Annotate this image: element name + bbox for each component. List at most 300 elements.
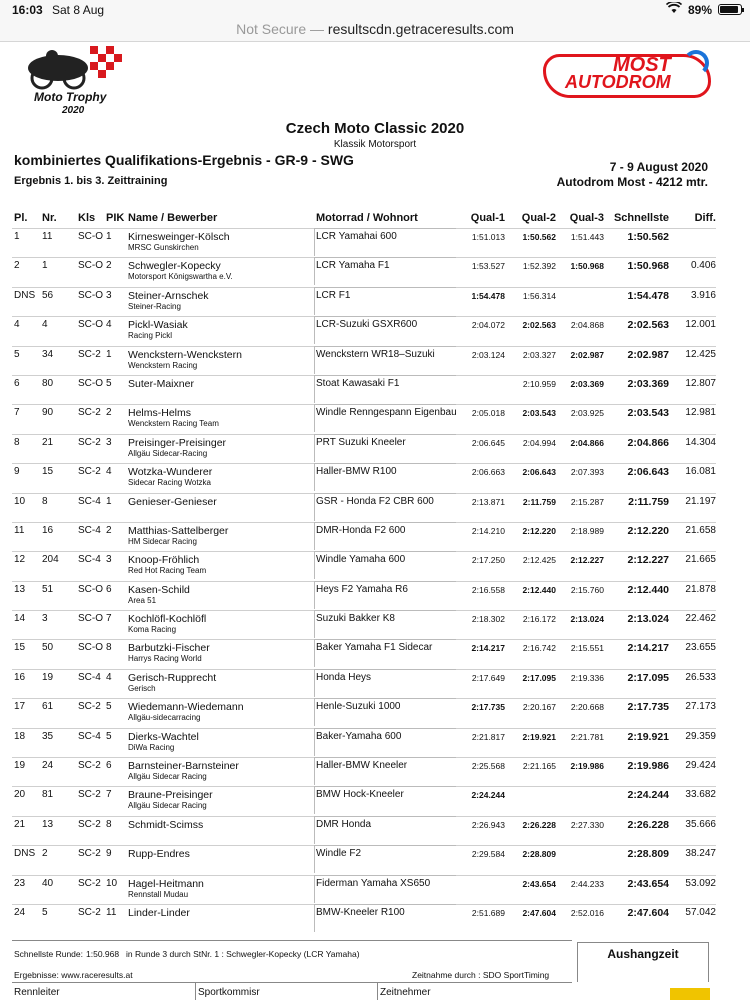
row-best: 2:19.921 (627, 730, 669, 743)
row-best: 2:43.654 (627, 877, 669, 890)
row-q2: 2:19.921 (522, 731, 556, 742)
row-pl: 2 (14, 260, 20, 272)
row-bike: Baker Yamaha F1 Sidecar (316, 642, 433, 654)
row-q2: 2:12.425 (522, 555, 556, 566)
row-pik: 1 (106, 348, 112, 360)
row-q3: 2:20.668 (570, 702, 604, 713)
row-name: Suter-Maixner (128, 377, 194, 390)
col-pl: Pl. (14, 212, 28, 224)
col-diff: Diff. (694, 212, 716, 224)
row-pl: 12 (14, 554, 26, 566)
row-q2: 2:26.228 (522, 819, 556, 830)
row-q3: 2:52.016 (570, 907, 604, 918)
row-nr: 90 (42, 407, 54, 419)
row-best: 1:50.562 (627, 231, 669, 243)
timing-provider: Zeitnahme durch : SDO SportTiming (412, 970, 550, 980)
table-row (0, 669, 750, 698)
col-q2: Qual-2 (521, 212, 556, 224)
row-diff: 21.878 (685, 583, 716, 595)
row-best: 2:02.987 (627, 348, 669, 361)
row-q3: 2:15.287 (570, 496, 604, 507)
row-nr: 61 (42, 701, 54, 713)
row-pik: 5 (106, 701, 112, 713)
row-best: 2:04.866 (627, 436, 669, 449)
table-row (0, 698, 750, 727)
row-pik: 2 (106, 260, 112, 272)
row-nr: 204 (42, 554, 59, 566)
row-name: Helms-Helms (128, 407, 191, 420)
row-pl: 10 (14, 495, 26, 507)
row-team: Koma Racing (128, 625, 177, 635)
row-pik: 6 (106, 583, 112, 595)
row-pl: 9 (14, 466, 20, 478)
row-q3: 2:04.866 (570, 437, 604, 448)
aushangzeit-box: Aushangzeit (577, 942, 709, 982)
row-pik: 4 (106, 319, 112, 331)
row-q3: 2:15.760 (570, 584, 604, 595)
row-q1: 2:17.735 (471, 702, 505, 713)
row-pik: 4 (106, 671, 112, 683)
row-team: Gerisch (128, 683, 156, 693)
table-row (0, 434, 750, 463)
row-pl: 7 (14, 407, 20, 419)
row-team: Motorsport Königswartha e.V. (128, 272, 233, 282)
row-q3: 2:19.986 (570, 761, 604, 772)
results-url: Ergebnisse: www.raceresults.at (14, 970, 133, 980)
row-pl: 20 (14, 789, 26, 801)
row-q2: 2:12.440 (522, 584, 556, 595)
row-best: 2:03.369 (627, 377, 669, 390)
fastest-lap-detail: in Runde 3 durch StNr. 1 : Schwegler-Kopecky (LCR Yamaha) (126, 949, 360, 959)
battery-icon (718, 4, 742, 15)
row-kls: SC-4 (78, 524, 101, 536)
row-kls: SC-2 (78, 760, 101, 772)
row-team: Area 51 (128, 595, 157, 605)
row-nr: 15 (42, 466, 54, 478)
row-pl: 19 (14, 760, 26, 772)
row-team: Racing Pickl (128, 331, 173, 341)
row-q3: 2:12.227 (570, 555, 604, 566)
row-bike: Haller-BMW Kneeler (316, 760, 408, 772)
fastest-lap-time: 1:50.968 (86, 949, 120, 959)
row-name: Hagel-Heitmann (128, 877, 204, 890)
row-diff: 23.655 (685, 642, 716, 654)
address-bar[interactable] (0, 20, 750, 42)
row-q1: 2:26.943 (471, 819, 505, 830)
row-pik: 5 (106, 730, 112, 742)
row-kls: SC-4 (78, 495, 101, 507)
row-pl: 18 (14, 730, 26, 742)
row-q1: 2:24.244 (471, 790, 505, 801)
row-q3: 2:02.987 (570, 349, 604, 360)
row-nr: 35 (42, 730, 54, 742)
row-bike: Wenckstern WR18–Suzuki (316, 348, 435, 360)
session-subtitle: Ergebnis 1. bis 3. Zeittraining (14, 175, 168, 187)
row-q2: 2:16.742 (522, 643, 556, 654)
row-pik: 4 (106, 466, 112, 478)
table-row (0, 346, 750, 375)
row-q2: 2:28.809 (522, 849, 556, 860)
row-pl: 11 (14, 524, 25, 536)
row-kls: SC-O (78, 289, 103, 301)
row-best: 2:06.643 (627, 466, 669, 479)
logo-left-text2: 2020 (62, 105, 85, 116)
row-pik: 8 (106, 818, 112, 830)
row-q3: 2:19.336 (570, 672, 604, 683)
row-bike: LCR Yamahai 600 (316, 231, 397, 242)
row-diff: 35.666 (685, 818, 716, 830)
row-best: 1:50.968 (627, 260, 669, 273)
row-q2: 2:06.643 (522, 467, 556, 478)
table-row (0, 786, 750, 815)
row-kls: SC-2 (78, 789, 101, 801)
row-pik: 5 (106, 377, 112, 389)
row-team: Rennstall Mudau (128, 889, 189, 899)
row-name: Steiner-Arnschek (128, 289, 209, 302)
signature-divider (195, 983, 196, 1000)
row-pl: DNS (14, 289, 36, 301)
row-q1: 2:03.124 (471, 349, 505, 360)
row-best: 2:17.095 (627, 671, 669, 684)
row-best: 2:47.604 (627, 906, 669, 919)
row-q3: 2:07.393 (570, 467, 604, 478)
table-row (0, 875, 750, 904)
table-row (0, 375, 750, 404)
row-nr: 56 (42, 289, 54, 301)
row-q3: 2:21.781 (570, 731, 604, 742)
table-row (0, 287, 750, 316)
row-name: Genieser-Genieser (128, 495, 217, 508)
row-name: Braune-Preisinger (128, 789, 213, 802)
row-diff: 27.173 (685, 701, 716, 713)
fastest-lap-label: Schnellste Runde: (14, 949, 83, 959)
row-q2: 2:02.563 (522, 320, 556, 331)
row-q3: 1:51.443 (570, 232, 604, 242)
row-kls: SC-O (78, 377, 103, 389)
row-q1: 2:51.689 (471, 907, 505, 918)
row-kls: SC-2 (78, 701, 101, 713)
row-name: Gerisch-Rupprecht (128, 671, 217, 684)
row-q1: 2:14.210 (471, 525, 505, 536)
col-best: Schnellste (613, 212, 669, 224)
row-best: 2:02.563 (627, 319, 669, 332)
row-best: 2:14.217 (627, 642, 669, 655)
row-pik: 9 (106, 848, 112, 860)
sign-race-director: Rennleiter (14, 987, 60, 998)
row-best: 2:24.244 (627, 789, 669, 802)
row-q1: 2:25.568 (471, 761, 505, 772)
table-row (0, 404, 750, 433)
row-name: Dierks-Wachtel (128, 730, 199, 743)
row-name: Schmidt-Scimss (128, 818, 204, 831)
row-team: MRSC Gunskirchen (128, 243, 199, 252)
row-diff: 0.406 (690, 260, 716, 272)
logo-right-text2: AUTODROM (565, 72, 671, 92)
row-pl: 4 (14, 319, 20, 331)
row-q1: 2:17.649 (471, 672, 505, 683)
row-pl: DNS (14, 848, 36, 860)
row-diff: 21.658 (685, 524, 716, 536)
row-pik: 2 (106, 407, 112, 419)
row-nr: 24 (42, 760, 54, 772)
row-diff: 21.665 (685, 554, 716, 566)
logo-left-text1: Moto Trophy (34, 90, 107, 104)
row-kls: SC-O (78, 231, 103, 242)
row-name: Barnsteiner-Barnsteiner (128, 760, 239, 773)
row-pik: 11 (106, 906, 117, 918)
row-pik: 7 (106, 789, 112, 801)
row-bike: BMW-Kneeler R100 (316, 906, 405, 918)
row-team: Allgäu Sidecar Racing (128, 772, 207, 782)
row-q1: 1:54.478 (471, 290, 505, 301)
row-q1: 2:06.663 (471, 467, 505, 478)
row-bike: Windle F2 (316, 848, 362, 860)
status-right (666, 2, 742, 17)
table-row (0, 757, 750, 786)
row-pl: 23 (14, 877, 26, 889)
col-q1: Qual-1 (470, 212, 505, 224)
row-q2: 2:03.543 (522, 408, 556, 419)
row-bike: Haller-BMW R100 (316, 466, 397, 478)
row-pl: 15 (14, 642, 26, 654)
row-pik: 7 (106, 613, 112, 625)
table-row (0, 257, 750, 286)
row-q1: 2:06.645 (471, 437, 505, 448)
row-kls: SC-O (78, 583, 103, 595)
row-team: HM Sidecar Racing (128, 536, 197, 546)
row-bike: PRT Suzuki Kneeler (316, 436, 406, 448)
row-bike: LCR F1 (316, 289, 351, 301)
event-subtitle: Klassik Motorsport (333, 139, 417, 150)
row-best: 2:28.809 (627, 848, 669, 861)
most-autodrom-logo (543, 52, 711, 100)
row-pl: 1 (14, 231, 20, 242)
row-nr: 13 (42, 818, 54, 830)
row-name: Schwegler-Kopecky (128, 260, 221, 273)
row-diff: 38.247 (685, 848, 716, 860)
row-q2: 1:52.392 (522, 261, 556, 272)
row-team: Steiner-Racing (128, 301, 181, 311)
row-best: 1:54.478 (627, 289, 669, 302)
row-kls: SC-2 (78, 466, 101, 478)
row-bike: Henle-Suzuki 1000 (316, 701, 401, 713)
row-bike: Suzuki Bakker K8 (316, 613, 395, 625)
wifi-icon (666, 2, 682, 17)
row-q3: 2:44.233 (570, 878, 604, 889)
row-pik: 3 (106, 289, 112, 301)
row-kls: SC-O (78, 642, 103, 654)
row-q1: 2:21.817 (471, 731, 505, 742)
results-table-body (0, 228, 750, 933)
col-kls: Kls (78, 212, 96, 224)
row-pik: 1 (106, 231, 112, 242)
row-kls: SC-2 (78, 436, 101, 448)
row-best: 2:17.735 (627, 701, 669, 714)
row-diff: 33.682 (685, 789, 716, 801)
row-diff: 29.424 (685, 760, 716, 772)
row-q1: 2:29.584 (471, 849, 505, 860)
row-bike: Honda Heys (316, 671, 372, 683)
row-q2: 2:12.220 (522, 525, 556, 536)
row-q1: 2:14.217 (471, 643, 505, 654)
row-name: Wotzka-Wunderer (128, 466, 213, 479)
row-pik: 8 (106, 642, 112, 654)
row-pl: 6 (14, 377, 20, 389)
row-kls: SC-O (78, 613, 103, 625)
col-nr: Nr. (42, 212, 57, 224)
row-q2: 2:04.994 (522, 437, 556, 448)
col-q3: Qual-3 (569, 212, 604, 224)
row-pik: 2 (106, 524, 112, 536)
row-bike: DMR-Honda F2 600 (316, 524, 406, 536)
row-q2: 2:21.165 (522, 761, 556, 772)
row-pl: 24 (14, 906, 26, 918)
results-footer (12, 940, 716, 1000)
logo-right-text1: MOST (613, 54, 671, 76)
row-nr: 1 (42, 260, 48, 272)
row-nr: 3 (42, 613, 48, 625)
table-row (0, 581, 750, 610)
table-row (0, 845, 750, 874)
row-name: Barbutzki-Fischer (128, 642, 210, 655)
row-q2: 2:16.172 (522, 614, 556, 625)
row-nr: 19 (42, 671, 54, 683)
row-diff: 53.092 (685, 877, 716, 889)
row-q3: 2:03.925 (570, 408, 604, 419)
row-bike: Baker-Yamaha 600 (316, 730, 402, 742)
row-pl: 21 (14, 818, 26, 830)
row-pik: 10 (106, 877, 118, 889)
row-team: Wenckstern Racing Team (128, 419, 219, 429)
row-q3: 2:04.868 (570, 320, 604, 331)
row-diff: 57.042 (685, 906, 716, 918)
sign-timekeeper: Zeitnehmer (380, 987, 431, 998)
row-nr: 34 (42, 348, 54, 360)
row-q3: 2:27.330 (570, 819, 604, 830)
row-bike: Fiderman Yamaha XS650 (316, 877, 431, 889)
table-row (0, 610, 750, 639)
row-pik: 3 (106, 554, 112, 566)
row-diff: 12.001 (685, 319, 716, 331)
row-team: Red Hot Racing Team (128, 566, 207, 576)
row-nr: 16 (42, 524, 54, 536)
row-kls: SC-2 (78, 877, 101, 889)
fastest-lap-line (12, 940, 572, 966)
row-q2: 2:17.095 (522, 672, 556, 683)
col-name: Name / Bewerber (128, 212, 218, 224)
row-nr: 50 (42, 642, 54, 654)
row-q3: 2:13.024 (570, 614, 604, 625)
row-kls: SC-2 (78, 348, 101, 360)
status-bar (0, 0, 750, 20)
table-row (0, 463, 750, 492)
row-name: Wiedemann-Wiedemann (128, 701, 244, 714)
row-bike: Windle Yamaha 600 (316, 554, 406, 566)
row-q2: 2:47.604 (522, 907, 556, 918)
row-best: 2:19.986 (627, 760, 669, 773)
table-row (0, 551, 750, 580)
row-q1: 2:18.302 (471, 614, 505, 625)
row-team: DiWa Racing (128, 742, 175, 752)
results-table-header (0, 212, 750, 226)
row-q3: 2:18.989 (570, 525, 604, 536)
row-best: 2:13.024 (627, 613, 669, 626)
row-nr: 80 (42, 377, 54, 389)
row-q3: 1:50.968 (570, 261, 604, 272)
row-pl: 5 (14, 348, 20, 360)
row-q1: 2:13.871 (471, 496, 505, 507)
row-diff: 14.304 (685, 436, 716, 448)
row-team: Allgäu-sidecarracing (128, 713, 201, 723)
status-time: 16:03 (12, 3, 43, 17)
table-row (0, 316, 750, 345)
session-title: kombiniertes Qualifikations-Ergebnis - GR-9 - SWG (14, 152, 354, 168)
row-team: Allgäu Sidecar-Racing (128, 448, 208, 458)
row-nr: 21 (42, 436, 54, 448)
row-pl: 17 (14, 701, 26, 713)
row-nr: 40 (42, 877, 54, 889)
status-date: Sat 8 Aug (52, 3, 105, 17)
row-best: 2:03.543 (627, 407, 669, 420)
logo-swoosh-icon (683, 50, 709, 76)
row-diff: 21.197 (685, 495, 716, 507)
row-q1: 2:16.558 (471, 584, 505, 595)
row-q3: 2:15.551 (570, 643, 604, 654)
row-bike: Stoat Kawasaki F1 (316, 377, 400, 389)
url-host: resultscdn.getraceresults.com (327, 21, 514, 37)
row-pik: 1 (106, 495, 112, 507)
event-dates: 7 - 9 August 2020 (609, 160, 708, 174)
row-nr: 4 (42, 319, 48, 331)
row-kls: SC-2 (78, 848, 101, 860)
row-q1: 2:17.250 (471, 555, 505, 566)
row-kls: SC-2 (78, 906, 101, 918)
table-row (0, 904, 750, 933)
row-name: Matthias-Sattelberger (128, 524, 229, 537)
col-pik: PIK (106, 212, 125, 224)
row-bike: LCR-Suzuki GSXR600 (316, 319, 418, 331)
row-team: Wenckstern Racing (128, 360, 198, 370)
row-diff: 26.533 (685, 671, 716, 683)
row-kls: SC-2 (78, 818, 101, 830)
row-pl: 14 (14, 613, 26, 625)
row-name: Pickl-Wasiak (128, 319, 188, 332)
table-row (0, 228, 750, 257)
row-nr: 51 (42, 583, 54, 595)
row-kls: SC-4 (78, 730, 101, 742)
signature-divider (377, 983, 378, 1000)
row-nr: 8 (42, 495, 48, 507)
row-diff: 12.425 (685, 348, 716, 360)
row-name: Kasen-Schild (128, 583, 190, 596)
row-kls: SC-O (78, 319, 103, 331)
row-diff: 29.359 (685, 730, 716, 742)
row-q2: 2:10.959 (522, 378, 556, 389)
row-kls: SC-4 (78, 554, 101, 566)
row-team: Allgäu Sidecar Racing (128, 801, 207, 811)
row-diff: 16.081 (685, 466, 716, 478)
row-diff: 12.981 (685, 407, 716, 419)
row-name: Rupp-Endres (128, 848, 190, 861)
row-pik: 6 (106, 760, 112, 772)
signature-line (12, 982, 572, 1000)
row-kls: SC-O (78, 260, 103, 272)
row-team: Sidecar Racing Wotzka (128, 478, 211, 488)
row-bike: LCR Yamaha F1 (316, 260, 390, 272)
row-nr: 81 (42, 789, 54, 801)
row-kls: SC-2 (78, 407, 101, 419)
row-best: 2:11.759 (628, 495, 669, 508)
